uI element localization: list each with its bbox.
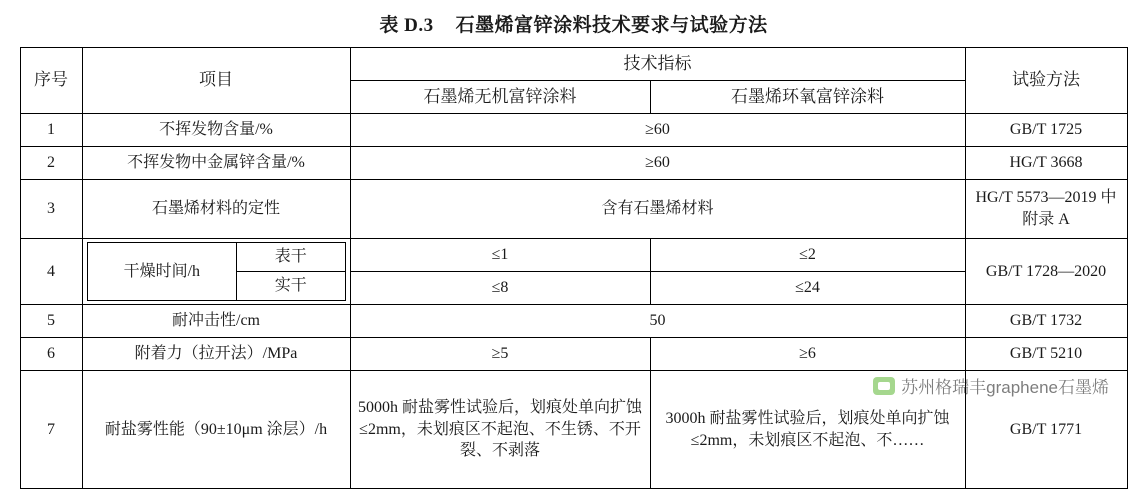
row-item: 不挥发物含量/% xyxy=(82,114,350,147)
row-value-b: 3000h 耐盐雾性试验后，划痕处单向扩蚀≤2mm，未划痕区不起泡、不…… xyxy=(650,371,965,489)
row-method: GB/T 1771 xyxy=(965,371,1127,489)
table-row xyxy=(20,239,1127,272)
row-method: HG/T 3668 xyxy=(965,147,1127,180)
table-row xyxy=(20,338,1127,371)
row-method: GB/T 5210 xyxy=(965,338,1127,371)
row-no: 2 xyxy=(20,147,82,180)
row-item: 干燥时间/h xyxy=(87,243,237,300)
row-value-a: ≥5 xyxy=(350,338,650,371)
row-no: 3 xyxy=(20,180,82,239)
header-tech-index-b: 石墨烯环氧富锌涂料 xyxy=(650,81,965,114)
row-no: 7 xyxy=(20,371,82,489)
row-method: GB/T 1732 xyxy=(965,305,1127,338)
table-row xyxy=(20,371,1127,489)
row-no: 6 xyxy=(20,338,82,371)
row-item-group xyxy=(82,239,350,305)
caption-label: 表 D.3 xyxy=(379,15,434,36)
header-tech-index: 技术指标 xyxy=(350,48,965,81)
table-row xyxy=(20,180,1127,239)
row-method: GB/T 1728—2020 xyxy=(965,239,1127,305)
row-value-a: 5000h 耐盐雾性试验后，划痕处单向扩蚀≤2mm，未划痕区不起泡、不生锈、不开裂、不剥落 xyxy=(350,371,650,489)
header-method: 试验方法 xyxy=(965,48,1127,114)
row-value-span: ≥60 xyxy=(350,114,965,147)
row-no: 5 xyxy=(20,305,82,338)
caption-title: 石墨烯富锌涂料技术要求与试验方法 xyxy=(455,15,768,36)
row-value-span: ≥60 xyxy=(350,147,965,180)
row-no: 4 xyxy=(20,239,82,305)
row-item: 耐冲击性/cm xyxy=(82,305,350,338)
sub-row-value-b: ≤2 xyxy=(650,239,965,272)
header-no: 序号 xyxy=(20,48,82,114)
row-no: 1 xyxy=(20,114,82,147)
row-item: 石墨烯材料的定性 xyxy=(82,180,350,239)
table-row xyxy=(20,305,1127,338)
table-caption xyxy=(0,0,1147,47)
sub-row-value-b: ≤24 xyxy=(650,272,965,305)
table-row xyxy=(20,114,1127,147)
sub-row-label: 实干 xyxy=(237,272,345,301)
table-row xyxy=(20,147,1127,180)
spec-table xyxy=(20,47,1128,489)
header-tech-index-a: 石墨烯无机富锌涂料 xyxy=(350,81,650,114)
sub-row-value-a: ≤1 xyxy=(350,239,650,272)
sub-row-value-a: ≤8 xyxy=(350,272,650,305)
header-item: 项目 xyxy=(82,48,350,114)
row-value-span: 含有石墨烯材料 xyxy=(350,180,965,239)
row-method: HG/T 5573—2019 中附录 A xyxy=(965,180,1127,239)
table-header-row-1 xyxy=(20,48,1127,81)
watermark-text: 苏州格瑞丰graphene石墨烯 xyxy=(901,378,1109,397)
row-value-span: 50 xyxy=(350,305,965,338)
row-item: 不挥发物中金属锌含量/% xyxy=(82,147,350,180)
row-item: 附着力（拉开法）/MPa xyxy=(82,338,350,371)
sub-row-label: 表干 xyxy=(237,243,345,272)
row-item: 耐盐雾性能（90±10μm 涂层）/h xyxy=(82,371,350,489)
row-value-b: ≥6 xyxy=(650,338,965,371)
row-method: GB/T 1725 xyxy=(965,114,1127,147)
